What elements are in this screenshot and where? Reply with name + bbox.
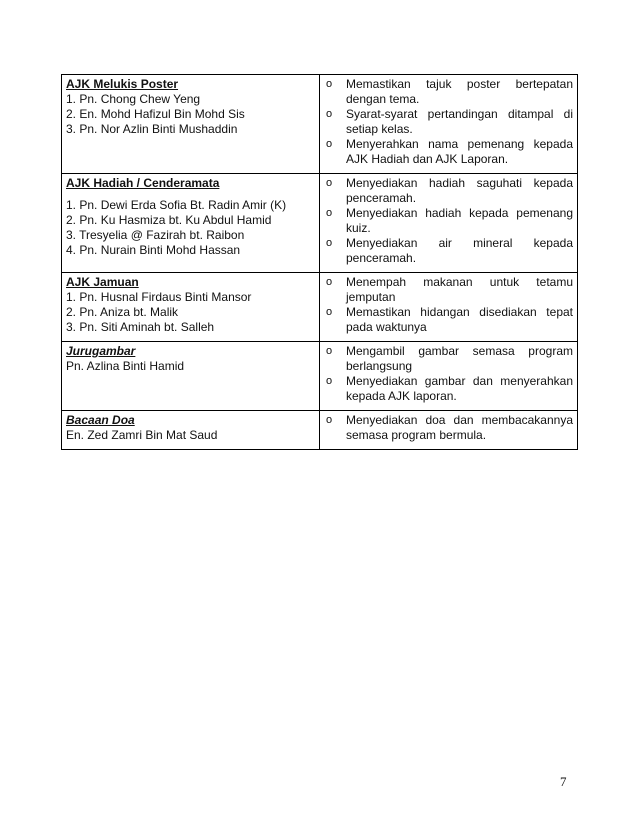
bullet-icon: o (326, 345, 333, 357)
committee-members-cell (62, 174, 320, 273)
member-item: 4. Pn. Nurain Binti Mohd Hassan (66, 243, 241, 257)
bullet-icon: o (326, 207, 333, 219)
duty-text: Memastikan hidangan disediakan tepat pada waktunya (346, 305, 573, 334)
committee-duties-cell (320, 273, 578, 342)
bullet-icon: o (326, 306, 333, 318)
committee-members-cell (62, 273, 320, 342)
committee-heading: Bacaan Doa (66, 413, 135, 427)
duty-item (324, 275, 573, 305)
duty-text: Menyediakan gambar dan menyerahkan kepada AJK laporan. (346, 374, 573, 403)
committee-row (62, 342, 578, 411)
bullet-icon: o (326, 414, 333, 426)
duty-item (324, 305, 573, 335)
duty-text: Menyediakan air mineral kepada penceramah. (346, 236, 573, 265)
duty-item (324, 344, 573, 374)
duty-item (324, 374, 573, 404)
page-number: 7 (560, 774, 567, 789)
duty-item (324, 236, 573, 266)
duty-text: Menyediakan hadiah kepada pemenang kuiz. (346, 206, 573, 235)
duty-item (324, 137, 573, 167)
duty-text: Menyediakan doa dan membacakannya semasa program bermula. (346, 413, 573, 442)
member-list (66, 428, 315, 443)
duty-text: Mengambil gambar semasa program berlangsung (346, 344, 573, 373)
committee-row (62, 273, 578, 342)
committee-heading: Jurugambar (66, 344, 136, 358)
duty-text: Memastikan tajuk poster bertepatan dengan tema. (346, 77, 573, 106)
member-list (66, 359, 315, 374)
committee-heading: AJK Hadiah / Cenderamata (66, 176, 220, 190)
duty-item (324, 176, 573, 206)
committee-heading: AJK Melukis Poster (66, 77, 179, 91)
member-item: 2. Pn. Ku Hasmiza bt. Ku Abdul Hamid (66, 213, 272, 227)
member-list (66, 198, 315, 258)
duty-item (324, 77, 573, 107)
member-list (66, 92, 315, 137)
bullet-icon: o (326, 276, 333, 288)
duty-text: Menyerahkan nama pemenang kepada AJK Hadiah dan AJK Laporan. (346, 137, 573, 166)
committee-row (62, 75, 578, 174)
member-item: 3. Tresyelia @ Fazirah bt. Raibon (66, 228, 245, 242)
committee-members-cell (62, 411, 320, 450)
bullet-icon: o (326, 177, 333, 189)
member-item: 2. En. Mohd Hafizul Bin Mohd Sis (66, 107, 245, 121)
committee-duties-cell (320, 342, 578, 411)
member-item: 3. Pn. Nor Azlin Binti Mushaddin (66, 122, 238, 136)
member-item: 3. Pn. Siti Aminah bt. Salleh (66, 320, 215, 334)
duty-item (324, 107, 573, 137)
bullet-icon: o (326, 108, 333, 120)
bullet-icon: o (326, 138, 333, 150)
duty-item (324, 413, 573, 443)
member-item: En. Zed Zamri Bin Mat Saud (66, 428, 218, 442)
member-list (66, 290, 315, 335)
duty-text: Menempah makanan untuk tetamu jemputan (346, 275, 573, 304)
committee-row (62, 411, 578, 450)
member-item: 1. Pn. Chong Chew Yeng (66, 92, 201, 106)
committee-members-cell (62, 342, 320, 411)
committee-heading: AJK Jamuan (66, 275, 139, 289)
member-item: 1. Pn. Husnal Firdaus Binti Mansor (66, 290, 252, 304)
committee-table-container (61, 74, 578, 450)
member-item: 1. Pn. Dewi Erda Sofia Bt. Radin Amir (K) (66, 198, 287, 212)
bullet-icon: o (326, 237, 333, 249)
member-item: Pn. Azlina Binti Hamid (66, 359, 185, 373)
committee-table (61, 74, 578, 450)
duty-item (324, 206, 573, 236)
committee-row (62, 174, 578, 273)
committee-duties-cell (320, 75, 578, 174)
committee-duties-cell (320, 411, 578, 450)
committee-duties-cell (320, 174, 578, 273)
duty-text: Syarat-syarat pertandingan ditampal di setiap kelas. (346, 107, 573, 136)
committee-members-cell (62, 75, 320, 174)
bullet-icon: o (326, 375, 333, 387)
bullet-icon: o (326, 78, 333, 90)
member-item: 2. Pn. Aniza bt. Malik (66, 305, 179, 319)
duty-text: Menyediakan hadiah saguhati kepada penceramah. (346, 176, 573, 205)
